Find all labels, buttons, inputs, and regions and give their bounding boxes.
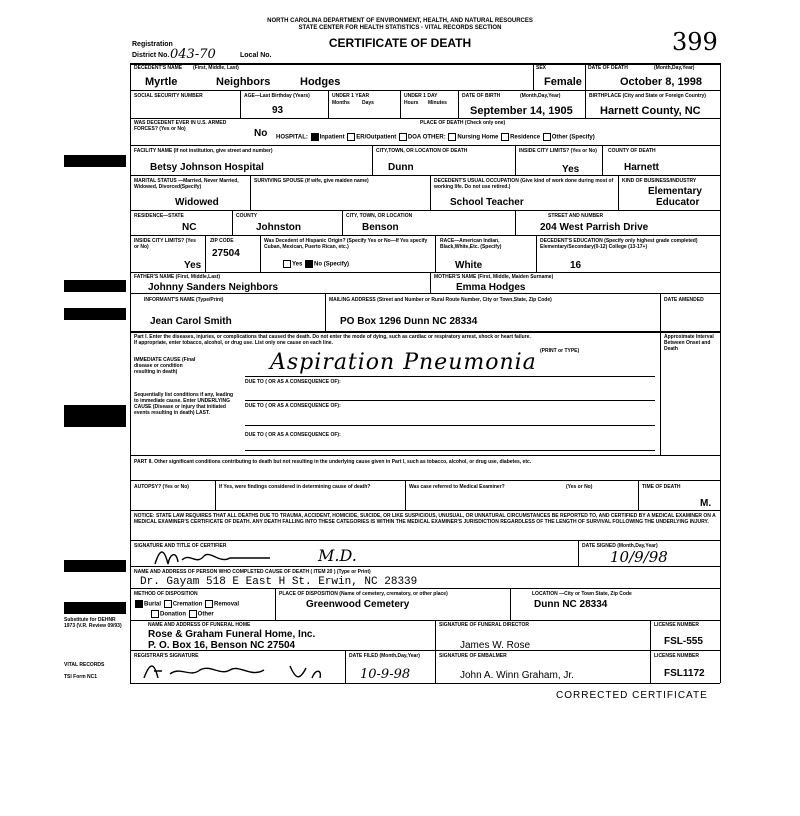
district-label: District No. <box>132 52 170 59</box>
director-value: James W. Rose <box>460 640 531 651</box>
method-options-2 <box>150 610 214 618</box>
license2-value: FSL1172 <box>664 668 705 679</box>
doa-checkbox[interactable] <box>399 133 407 141</box>
cause-a-value: Aspiration Pneumonia <box>270 350 537 375</box>
days-label: Days <box>362 100 374 106</box>
res-county-value: Johnston <box>256 222 301 233</box>
local-no-label: Local No. <box>240 52 272 59</box>
decedent-name-sub: (First, Middle, Last) <box>193 65 239 71</box>
birthplace-label: BIRTHPLACE (City and State or Foreign Country) <box>589 93 706 99</box>
res-county-label: COUNTY <box>236 213 258 219</box>
registrar-signature <box>140 658 340 684</box>
months-label: Months <box>332 100 350 106</box>
time-of-death-m: M. <box>700 498 712 509</box>
place-disposition-value: Greenwood Cemetery <box>306 599 410 610</box>
place-of-death-options <box>276 133 595 141</box>
certifier-side-bar <box>64 560 126 572</box>
er-label: ER/Outpatient <box>356 134 397 141</box>
inside-res-label: INSIDE CITY LIMITS? (Yes or No) <box>134 238 196 250</box>
sex-value: Female <box>544 76 582 88</box>
print-type-label: (PRINT or TYPE) <box>540 348 580 354</box>
industry-value-1: Elementary <box>648 186 702 197</box>
substitute-note: Substitute for DEHNR 1973 (V.R. Review 09/93) <box>64 617 122 629</box>
immediate-cause-label: IMMEDIATE CAUSE (Final disease or condition resulting in death) <box>134 357 196 375</box>
funeral-home-address: P. O. Box 16, Benson NC 27504 <box>148 640 296 651</box>
certificate-title: CERTIFICATE OF DEATH <box>328 36 472 50</box>
due-to-d-label: DUE TO ( OR AS A CONSEQUENCE OF): <box>245 432 341 438</box>
corrected-certificate: CORRECTED CERTIFICATE <box>556 690 708 698</box>
race-value: White <box>455 260 483 271</box>
hispanic-no-checkbox[interactable] <box>305 260 313 268</box>
industry-label: KIND OF BUSINESS/INDUSTRY <box>622 178 697 184</box>
vital-records-note: VITAL RECORDS <box>64 662 105 668</box>
res-state-value: NC <box>182 222 197 233</box>
street-label: STREET AND NUMBER <box>548 213 604 219</box>
findings-label: If Yes, were findings considered in determining cause of death? <box>219 484 371 490</box>
director-label: SIGNATURE OF FUNERAL DIRECTOR <box>439 622 530 628</box>
place-of-death-label: PLACE OF DEATH (Check only one) <box>420 120 506 126</box>
embalmer-value: John A. Winn Graham, Jr. <box>460 670 574 681</box>
zip-label: ZIP CODE <box>210 238 234 244</box>
method-label: METHOD OF DISPOSITION <box>134 591 198 597</box>
residence-checkbox[interactable] <box>501 133 509 141</box>
mother-value: Emma Hodges <box>456 282 526 293</box>
hispanic-yes-checkbox[interactable] <box>283 260 291 268</box>
other-place-checkbox[interactable] <box>543 133 551 141</box>
doa-label: DOA <box>407 134 422 141</box>
certifier-name-value: Dr. Gayam 518 E East H St. Erwin, NC 28339 <box>140 576 418 588</box>
inside-res-value: Yes <box>184 260 202 271</box>
res-city-value: Benson <box>362 222 399 233</box>
spouse-label: SURVIVING SPOUSE (If wife, give maiden name) <box>254 178 369 184</box>
date-of-death-value: October 8, 1998 <box>620 76 702 88</box>
informant-label: INFORMANT'S NAME (Type/Print) <box>144 297 224 303</box>
decedent-side-bar <box>64 155 126 167</box>
industry-value-2: Educator <box>656 197 700 208</box>
armed-forces-label: WAS DECEDENT EVER IN U.S. ARMED FORCES? (Yes or No) <box>134 120 227 132</box>
inpatient-checkbox[interactable] <box>311 133 319 141</box>
date-signed-label: DATE SIGNED (Month,Day,Year) <box>582 543 658 549</box>
race-label: RACE—American Indian, Black,White,Etc. (Specify) <box>440 238 502 250</box>
hours-label: Hours <box>404 100 419 106</box>
interval-label: Approximate Interval Between Onset and Death <box>664 334 714 352</box>
cause-side-bar <box>64 405 126 427</box>
date-filed-label: DATE FILED (Month,Day,Year) <box>349 653 420 659</box>
city-death-label: CITY,TOWN, OR LOCATION OF DEATH <box>376 148 468 154</box>
funeral-home-label: NAME AND ADDRESS OF FUNERAL HOME <box>148 622 251 628</box>
license-label: LICENSE NUMBER <box>654 622 700 628</box>
form-number-note: TSI Form NC1 <box>64 674 98 680</box>
removal-checkbox[interactable] <box>205 600 213 608</box>
education-label: DECEDENT'S EDUCATION (Specify only highest grade completed) Elementary/Secondary(0-12) College (13-17+) <box>540 238 698 250</box>
location-label: LOCATION —City or Town State, Zip Code <box>532 591 632 597</box>
dob-sub: (Month,Day,Year) <box>520 93 561 99</box>
under-1-day-label: UNDER 1 DAY <box>404 93 438 99</box>
sequential-label: Sequentially list conditions if any, leading to immediate cause. Enter UNDERLYING CAUSE (Disease or injury that initiated events resulting in death) LAST. <box>134 392 234 416</box>
time-of-death-label: TIME OF DEATH <box>642 484 681 490</box>
age-value: 93 <box>272 105 284 116</box>
decedent-first-name: Myrtle <box>145 76 178 88</box>
date-of-death-label: DATE OF DEATH <box>588 65 628 71</box>
residence-label: Residence <box>510 134 541 141</box>
res-city-label: CITY, TOWN, OR LOCATION <box>346 213 413 219</box>
hispanic-label: Was Decedent of Hispanic Origin? (Specify Yes or No—If Yes specify Cuban, Mexican, Puerto Rican, etc.) <box>264 238 428 250</box>
other-label: OTHER: <box>422 134 446 141</box>
sex-label: SEX <box>536 65 547 71</box>
other-method-label: Other <box>197 611 214 618</box>
father-label: FATHER'S NAME (First, Middle,Last) <box>134 274 221 280</box>
district-number: 043-70 <box>170 47 216 62</box>
hispanic-no-label: No (Specify) <box>314 261 350 268</box>
cremation-label: Cremation <box>172 601 203 608</box>
mailing-value: PO Box 1296 Dunn NC 28334 <box>340 316 478 327</box>
certificate-number: 399 <box>672 28 718 56</box>
dob-label: DATE OF BIRTH <box>462 93 501 99</box>
armed-forces-value: No <box>254 128 268 139</box>
mailing-label: MAILING ADDRESS (Street and Number or Rural Route Number, City or Town,State, Zip Code) <box>329 297 552 303</box>
city-death-value: Dunn <box>388 162 414 173</box>
facility-value: Betsy Johnson Hospital <box>150 162 264 173</box>
other-method-checkbox[interactable] <box>189 610 197 618</box>
nursing-checkbox[interactable] <box>448 133 456 141</box>
marital-label: MARITAL STATUS —Married, Never Married, Widowed, Divorced(Specify) <box>134 178 239 190</box>
amended-label: DATE AMENDED <box>664 297 704 303</box>
disposition-side-bar <box>64 602 126 614</box>
part2-text: PART II. Other significant conditions contributing to death but not resulting in the underlying cause given in Part I, such as tobacco, alcohol, or drug use, diabetes, etc. <box>134 459 532 465</box>
certifier-sig-label: SIGNATURE AND TITLE OF CERTIFIER <box>134 543 227 549</box>
street-value: 204 West Parrish Drive <box>540 222 649 233</box>
county-death-value: Harnett <box>624 162 660 173</box>
dept-header: NORTH CAROLINA DEPARTMENT OF ENVIRONMENT, HEALTH, AND NATURAL RESOURCES <box>267 18 533 24</box>
informant-side-bar <box>64 308 126 320</box>
donation-checkbox[interactable] <box>151 610 159 618</box>
father-value: Johnny Sanders Neighbors <box>148 282 279 293</box>
facility-label: FACILITY NAME (If not institution, give street and number) <box>134 148 273 154</box>
donation-label: Donation <box>160 611 186 618</box>
due-to-b-label: DUE TO ( OR AS A CONSEQUENCE OF): <box>245 379 341 385</box>
minutes-label: Minutes <box>428 100 447 106</box>
certifier-signature <box>150 546 300 570</box>
notice-text: NOTICE: STATE LAW REQUIRES THAT ALL DEATHS DUE TO TRAUMA, ACCIDENT, HOMICIDE, SUICIDE, OR LIKE SUSPICIOUS, UNUSUAL, OR UNNATURAL CIRCUMSTANCES BE REPORTED TO, AND CERTIFIED BY A MEDICAL EXAMINER ON A MEDICAL EXAMINER'S CERTIFICATE OF DEATH. ANY DEATH FALLING INTO THESE CATEGORIES IS WITHIN THE MEDICAL EXAMINER'S JURISDICTION REGARDLESS OF THE LENGTH OF SURVIVAL FOLLOWING THE UNDERLYING INJURY. <box>134 513 716 525</box>
occupation-value: School Teacher <box>450 197 524 208</box>
registration-label: Registration <box>132 41 173 48</box>
under-1-year-label: UNDER 1 YEAR <box>332 93 370 99</box>
part1-text: Part I. Enter the diseases, injuries, or complications that caused the death. Do not enter the mode of dying, such as cardiac or respiratory arrest, shock or heart failure. If appropriate, enter tobacco, alcohol, or drug use. List only one cause on each line. <box>134 334 531 346</box>
license2-label: LICENSE NUMBER <box>654 653 700 659</box>
date-filed-value: 10-9-98 <box>360 667 411 682</box>
other-specify-label: Other (Specify) <box>551 134 595 141</box>
birthplace-value: Harnett County, NC <box>600 105 701 117</box>
inside-city-label: INSIDE CITY LIMITS? (Yes or No) <box>519 148 597 154</box>
autopsy-label: AUTOPSY? (Yes or No) <box>134 484 189 490</box>
burial-label: Burial <box>144 601 162 608</box>
date-of-death-sub: (Month,Day,Year) <box>654 65 695 71</box>
decedent-last-name: Hodges <box>300 76 341 88</box>
date-signed-value: 10/9/98 <box>610 548 668 566</box>
place-disposition-label: PLACE OF DISPOSITION (Name of cemetery, crematory, or other place) <box>279 591 448 597</box>
method-options-1 <box>134 600 239 608</box>
decedent-middle-name: Neighbors <box>216 76 271 88</box>
center-header: STATE CENTER FOR HEALTH STATISTICS - VITAL RECORDS SECTION <box>298 25 502 31</box>
mother-label: MOTHER'S NAME (First, Middle, Maiden Surname) <box>434 274 554 280</box>
removal-label: Removal <box>214 601 240 608</box>
hispanic-yes-label: Yes <box>292 261 303 268</box>
registrar-label: REGISTRAR'S SIGNATURE <box>134 653 199 659</box>
certifier-name-label: NAME AND ADDRESS OF PERSON WHO COMPLETED CAUSE OF DEATH ( ITEM 20 ) (Type or Print) <box>134 569 371 575</box>
age-label: AGE—Last Birthday (Years) <box>244 93 310 99</box>
marital-value: Widowed <box>175 197 219 208</box>
res-state-label: RESIDENCE—STATE <box>134 213 184 219</box>
hispanic-options <box>282 260 349 268</box>
funeral-home-name: Rose & Graham Funeral Home, Inc. <box>148 629 316 640</box>
dob-value: September 14, 1905 <box>470 105 573 117</box>
parents-side-bar <box>64 280 126 292</box>
nursing-label: Nursing Home <box>457 134 499 141</box>
occupation-label: DECEDENT'S USUAL OCCUPATION (Give kind of work done during most of working life. Do not use retired.) <box>434 178 614 190</box>
me-label: Was case referred to Medical Examiner? <box>409 484 505 490</box>
inpatient-label: Inpatient <box>319 134 345 141</box>
informant-value: Jean Carol Smith <box>150 316 232 327</box>
inside-city-value: Yes <box>562 164 580 175</box>
er-checkbox[interactable] <box>347 133 355 141</box>
certifier-title: M.D. <box>318 546 357 565</box>
embalmer-label: SIGNATURE OF EMBALMER <box>439 653 507 659</box>
hospital-label: HOSPITAL: <box>276 134 308 141</box>
zip-value: 27504 <box>212 248 240 259</box>
location-value: Dunn NC 28334 <box>534 599 608 610</box>
ssn-label: SOCIAL SECURITY NUMBER <box>134 93 203 99</box>
education-value: 16 <box>570 260 582 271</box>
due-to-c-label: DUE TO ( OR AS A CONSEQUENCE OF): <box>245 403 341 409</box>
burial-checkbox[interactable] <box>135 600 143 608</box>
decedent-name-label: DECEDENT'S NAME <box>134 65 183 71</box>
cremation-checkbox[interactable] <box>164 600 172 608</box>
me-yesno-label: (Yes or No) <box>566 484 593 490</box>
license-value: FSL-555 <box>664 636 703 647</box>
county-death-label: COUNTY OF DEATH <box>608 148 656 154</box>
